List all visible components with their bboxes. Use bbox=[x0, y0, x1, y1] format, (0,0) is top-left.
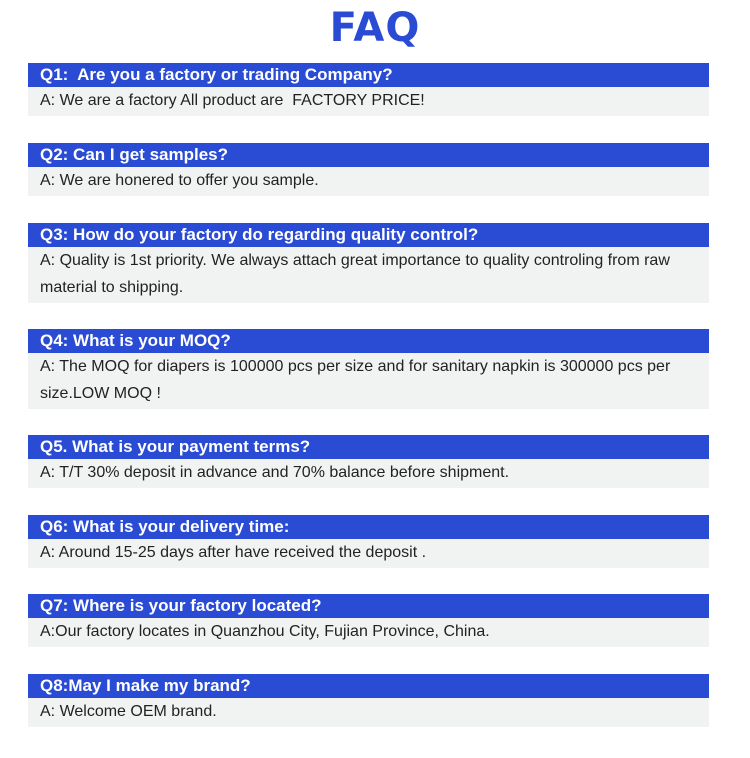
faq-item-q7 bbox=[28, 594, 709, 647]
faq-question: Q4: What is your MOQ? bbox=[28, 329, 709, 353]
faq-item-q8 bbox=[28, 674, 709, 727]
faq-question: Q5. What is your payment terms? bbox=[28, 435, 709, 459]
faq-answer: A: T/T 30% deposit in advance and 70% balance before shipment. bbox=[28, 459, 709, 488]
faq-item-q2 bbox=[28, 143, 709, 196]
faq-question: Q7: Where is your factory located? bbox=[28, 594, 709, 618]
faq-answer: A:Our factory locates in Quanzhou City, Fujian Province, China. bbox=[28, 618, 709, 647]
faq-question: Q6: What is your delivery time: bbox=[28, 515, 709, 539]
page-title: FAQ bbox=[329, 5, 421, 51]
faq-item-q6 bbox=[28, 515, 709, 568]
faq-item-q5 bbox=[28, 435, 709, 488]
faq-answer: A: Quality is 1st priority. We always attach great importance to quality controling from raw material to shipping. bbox=[28, 247, 709, 303]
faq-answer: A: Around 15-25 days after have received the deposit . bbox=[28, 539, 709, 568]
faq-question: Q8:May I make my brand? bbox=[28, 674, 709, 698]
faq-answer: A: We are a factory All product are FACTORY PRICE! bbox=[28, 87, 709, 116]
faq-question: Q3: How do your factory do regarding quality control? bbox=[28, 223, 709, 247]
faq-answer: A: We are honered to offer you sample. bbox=[28, 167, 709, 196]
faq-item-q4 bbox=[28, 329, 709, 409]
faq-question: Q2: Can I get samples? bbox=[28, 143, 709, 167]
faq-item-q1 bbox=[28, 63, 709, 116]
faq-answer: A: The MOQ for diapers is 100000 pcs per size and for sanitary napkin is 300000 pcs per size.LOW MOQ ! bbox=[28, 353, 709, 409]
faq-answer: A: Welcome OEM brand. bbox=[28, 698, 709, 727]
faq-question: Q1: Are you a factory or trading Company? bbox=[28, 63, 709, 87]
faq-item-q3 bbox=[28, 223, 709, 303]
